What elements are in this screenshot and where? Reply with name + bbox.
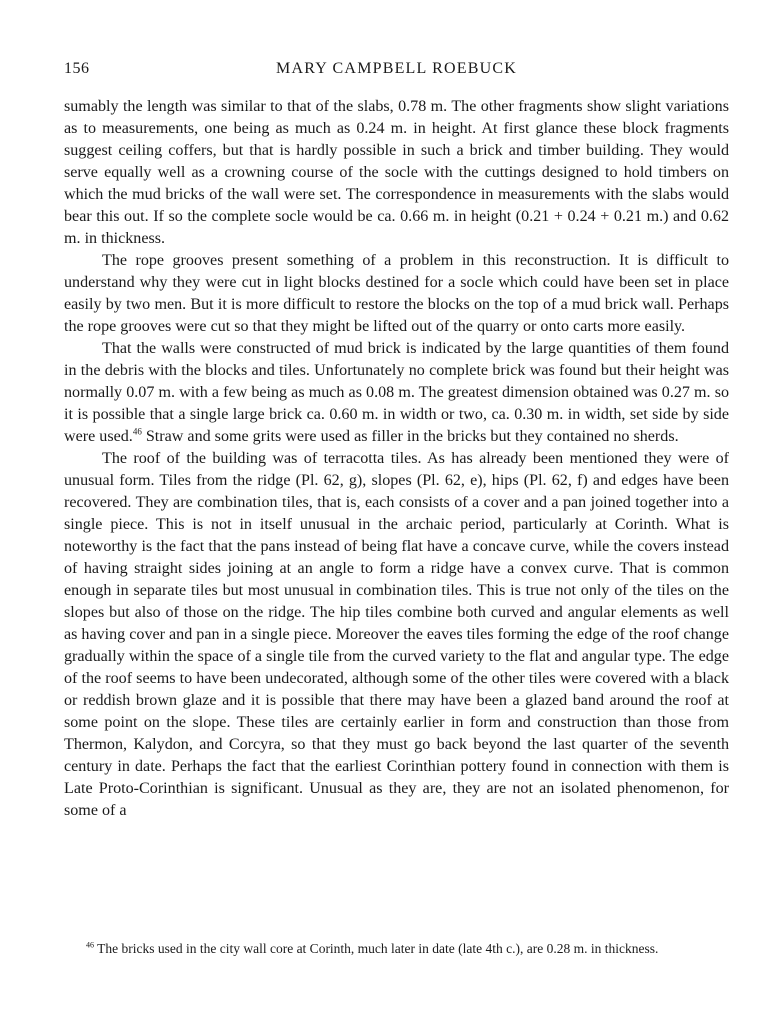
footnote-mark: 46 xyxy=(86,940,94,950)
paragraph-3 xyxy=(64,338,729,448)
running-head xyxy=(64,56,729,82)
paragraph-3-text-continued: Straw and some grits were used as filler in the bricks but they contained no sherds. xyxy=(141,428,679,445)
page xyxy=(64,56,729,822)
paragraph-4: The roof of the building was of terracotta tiles. As has already been mentioned they were of unusual form. Tiles from the ridge (Pl. 62, g), slopes (Pl. 62, e), hips (Pl. 62, f) and edges have been recovered. They are combination tiles, that is, each consists of a cover and a pan joined together into a single piece. This is not in itself unusual in the archaic period, particularly at Corinth. What is noteworthy is the fact that the pans instead of being flat have a concave curve, while the covers instead of having straight sides joining at an angle to form a ridge have a convex curve. That is common enough in separate tiles but most unusual in combination tiles. This is true not only of the tiles on the slopes but also of those on the ridge. The hip tiles combine both curved and angular elements as well as having cover and pan in a single piece. Moreover the eaves tiles forming the edge of the roof change gradually within the space of a single tile from the curved variety to the flat and angular type. The edge of the roof seems to have been undecorated, although some of the other tiles were covered with a black or reddish brown glaze and it is possible that there may have been a glazed band around the roof at some point on the slope. These tiles are certainly earlier in form and construction than those from Thermon, Kalydon, and Corcyra, so that they must go back beyond the last quarter of the seventh century in date. Perhaps the fact that the earliest Corinthian pottery found in connection with them is Late Proto-Corinthian is significant. Unusual as they are, they are not an isolated phenomenon, for some of a xyxy=(64,450,729,819)
paragraph-1: sumably the length was similar to that of the slabs, 0.78 m. The other fragments show slight variations as to measurements, one being as much as 0.24 m. in height. At first glance these block fragments suggest ceiling coffers, but that is hardly possible in such a brick and timber building. They would serve equally well as a crowning course of the socle with the cuttings designed to hold timbers on which the mud bricks of the wall were set. The correspondence in measurements with the slabs would bear this out. If so the complete socle would be ca. 0.66 m. in height (0.21 + 0.24 + 0.21 m.) and 0.62 m. in thickness. xyxy=(64,98,729,247)
paragraph-3-text: That the walls were constructed of mud brick is indicated by the large quantities of them found in the debris with the blocks and tiles. Unfortunately no complete brick was found but their height was normally 0.07 m. with a few being as much as 0.08 m. The greatest dimension obtained was 0.27 m. so it is possible that a single large brick ca. 0.60 m. in width or two, ca. 0.30 m. in width, set side by side were used. xyxy=(64,340,729,445)
footnote-reference[interactable]: 46 xyxy=(132,426,142,437)
footnote-text: The bricks used in the city wall core at Corinth, much later in date (late 4th c.), are 0.28 m. in thickness. xyxy=(94,941,659,956)
paragraph-2: The rope grooves present something of a problem in this reconstruction. It is difficult to understand why they were cut in light blocks destined for a socle which could have been set in place easily by two men. But it is more difficult to restore the blocks on the top of a mud brick wall. Perhaps the rope grooves were cut so that they might be lifted out of the quarry or onto carts more easily. xyxy=(64,252,729,335)
footnote-46 xyxy=(64,939,729,958)
footnote xyxy=(64,939,729,958)
running-head-author: MARY CAMPBELL ROEBUCK xyxy=(276,60,517,77)
page-number: 156 xyxy=(64,60,90,77)
body-text xyxy=(64,96,729,822)
